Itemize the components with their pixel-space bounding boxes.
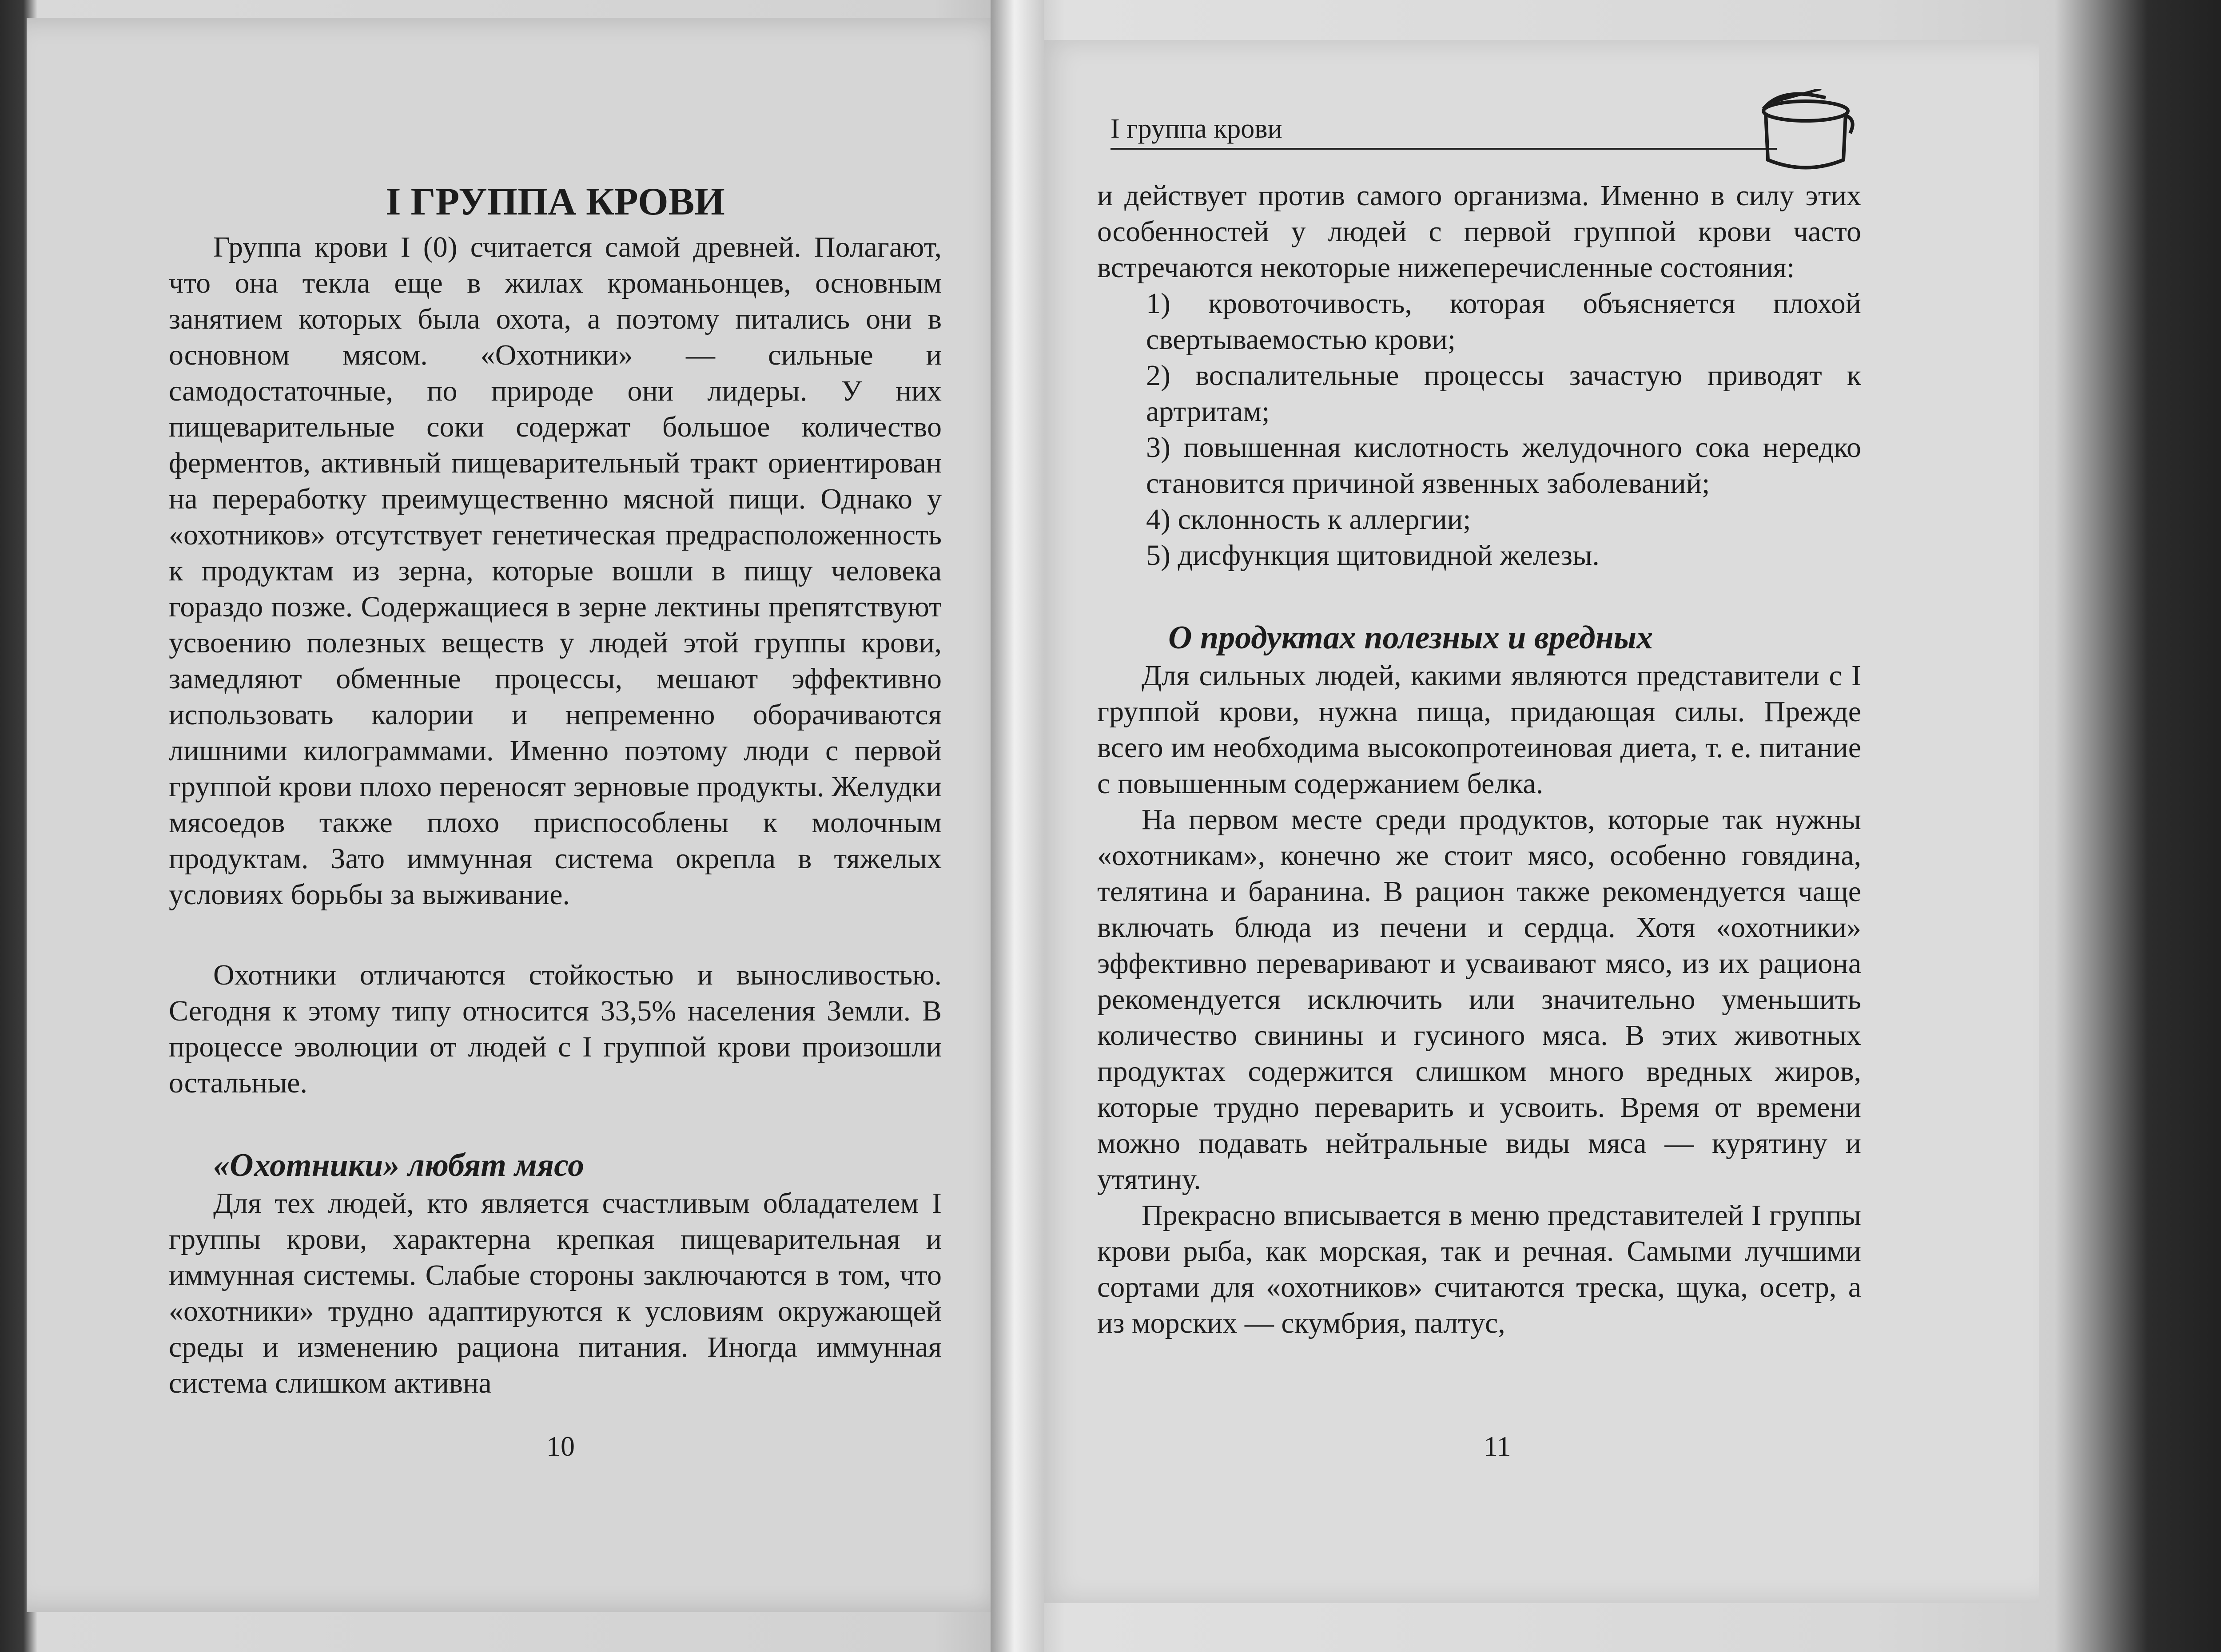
list-item: 5) дисфункция щитовидной железы.: [1146, 539, 1600, 572]
spacer: [169, 913, 942, 957]
running-head: I группа крови: [1110, 113, 1777, 150]
paragraph: На первом месте среди продуктов, которые так нужны «охотникам», конечно же стоит мясо, особенно говядина, телятина и баранина. В рацион также рекомендуется чаще включать блюда из печени и сердца. Хотя «охотники» эффективно переваривают и усваивают мясо, из их рациона рекомендуется исключить или значительно уменьшить количество свинины и гусиного мяса. В этих животных продуктах содержится слишком много вредных жиров, которые трудно переварить и усвоить. Время от времени можно подавать нейтральные виды мяса — курятину и утятину.: [1097, 803, 1861, 1195]
chapter-title: I ГРУППА КРОВИ: [386, 180, 725, 223]
paragraph: Группа крови I (0) считается самой древней. Полагают, что она текла еще в жилах кроманьонцев, основным занятием которых была охота, а поэтому питались они в основном мясом. «Охотники» — сильные и самодостаточные, по природе они лидеры. У них пищеварительные соки содержат большое количество ферментов, активный пищеварительный тракт ориентирован на переработку преимущественно мясной пищи. Однако у «охотников» отсутствует генетическая предрасположенность к продуктам из зерна, которые вошли в пищу человека гораздо позже. Содержащиеся в зерне лектины препятствуют усвоению полезных веществ у людей этой группы крови, замедляют обменные процессы, мешают эффективно использовать калории и непременно оборачиваются лишними килограммами. Именно поэтому люди с первой группой крови плохо переносят зерновые продукты. Желудки мясоедов также плохо приспособлены к молочным продуктам. Зато иммунная система окрепла в тяжелых условиях борьбы за выживание.: [169, 231, 942, 911]
page-number-left: 10: [546, 1430, 575, 1462]
subheading: «Охотники» любят мясо: [213, 1147, 585, 1183]
right-page-text: [1097, 178, 1861, 1341]
list-item: 4) склонность к аллергии;: [1146, 503, 1471, 536]
subheading: О продуктах полезных и вредных: [1168, 620, 1653, 656]
paragraph: Охотники отличаются стойкостью и выносливостью. Сегодня к этому типу относится 33,5% населения Земли. В процессе эволюции от людей с I группой крови произошли остальные.: [169, 959, 942, 1099]
book-spine: [991, 0, 1044, 1652]
page-number-right: 11: [1484, 1430, 1511, 1462]
left-page-text: [169, 178, 942, 1401]
paragraph: и действует против самого организма. Именно в силу этих особенностей у людей с первой группой крови часто встречаются некоторые нижеперечисленные состояния:: [1097, 179, 1861, 284]
paragraph: Для сильных людей, какими являются представители с I группой крови, нужна пища, придающая силы. Прежде всего им необходима высокопротеиновая диета, т. е. питание с повышенным содержанием белка.: [1097, 659, 1861, 800]
paragraph: Для тех людей, кто является счастливым обладателем I группы крови, характерна крепкая пищеварительная и иммунная системы. Слабые стороны заключаются в том, что «охотники» трудно адаптируются к условиям окружающей среды и изменению рациона питания. Иногда иммунная система слишком активна: [169, 1187, 942, 1399]
list-item: 2) воспалительные процессы зачастую приводят к артритам;: [1146, 359, 1861, 428]
cooking-pot-icon: [1755, 89, 1857, 173]
paragraph: Прекрасно вписывается в меню представителей I группы крови рыба, как морская, так и речная. Самыми лучшими сортами для «охотников» считаются треска, щука, осетр, а из морских — скумбрия, палтус,: [1097, 1199, 1861, 1339]
spacer: [169, 1101, 942, 1145]
list-item: 3) повышенная кислотность желудочного сока нередко становится причиной язвенных заболеваний;: [1146, 431, 1861, 500]
spacer: [1097, 573, 1861, 618]
list-item: 1) кровоточивость, которая объясняется плохой свертываемостью крови;: [1146, 287, 1861, 356]
